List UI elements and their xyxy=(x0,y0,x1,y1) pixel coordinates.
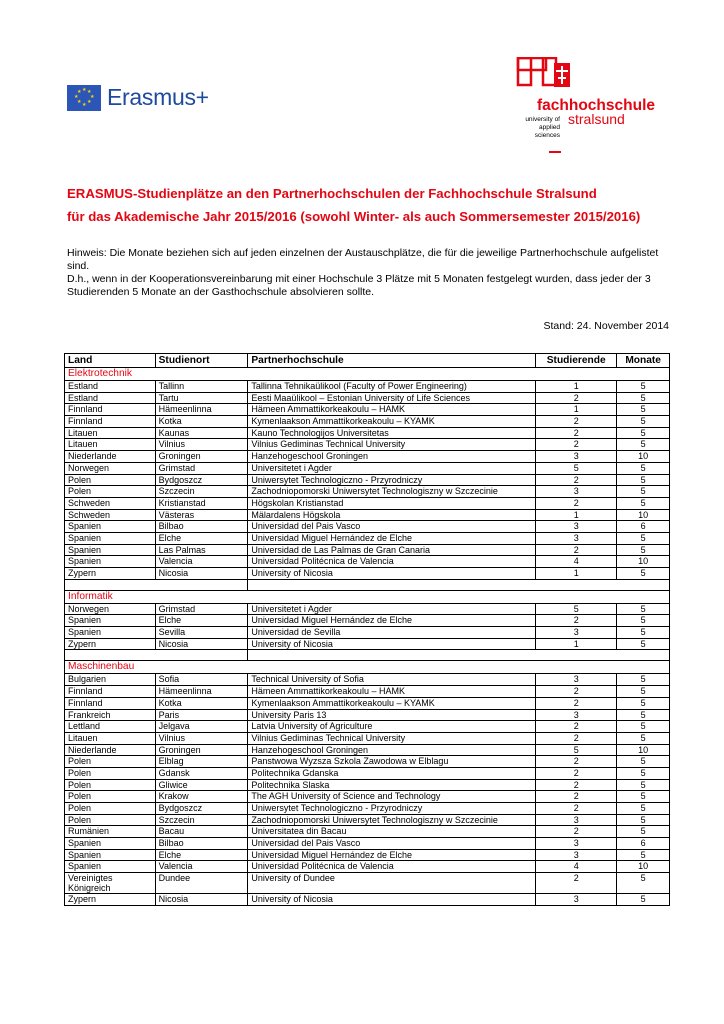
cell-studienort: Hämeenlinna xyxy=(155,404,248,416)
cell-monate: 5 xyxy=(617,532,670,544)
cell-land: Spanien xyxy=(65,615,156,627)
cell-studierende: 2 xyxy=(536,427,617,439)
cell-partnerhochschule: Politechnika Slaska xyxy=(248,779,536,791)
cell-monate: 5 xyxy=(617,873,670,894)
cell-studienort: Kristianstad xyxy=(155,497,248,509)
table-row xyxy=(65,756,670,768)
cell-monate: 5 xyxy=(617,439,670,451)
cell-studierende: 2 xyxy=(536,803,617,815)
cell-studienort: Bydgoszcz xyxy=(155,803,248,815)
cell-monate: 5 xyxy=(617,462,670,474)
cell-monate: 5 xyxy=(617,709,670,721)
date-stand: Stand: 24. November 2014 xyxy=(543,320,669,332)
cell-land: Estland xyxy=(65,381,156,393)
table-row xyxy=(65,638,670,650)
cell-partnerhochschule: Latvia University of Agriculture xyxy=(248,721,536,733)
cell-partnerhochschule: Politechnika Gdanska xyxy=(248,767,536,779)
cell-studienort: Szczecin xyxy=(155,486,248,498)
column-header-land: Land xyxy=(65,354,156,368)
cell-studienort: Grimstad xyxy=(155,462,248,474)
cell-land: Polen xyxy=(65,791,156,803)
cell-land: Niederlande xyxy=(65,744,156,756)
table-row xyxy=(65,686,670,698)
cell-studierende: 2 xyxy=(536,439,617,451)
cell-studienort: Nicosia xyxy=(155,568,248,580)
column-header-studierende: Studierende xyxy=(536,354,617,368)
cell-land: Bulgarien xyxy=(65,674,156,686)
table-row xyxy=(65,451,670,463)
cell-partnerhochschule: University of Nicosia xyxy=(248,568,536,580)
section-title: Informatik xyxy=(65,590,248,603)
fh-name: fachhochschule xyxy=(537,97,655,114)
cell-studierende: 1 xyxy=(536,509,617,521)
cell-studierende: 4 xyxy=(536,556,617,568)
cell-monate: 5 xyxy=(617,638,670,650)
cell-studienort: Nicosia xyxy=(155,638,248,650)
cell-partnerhochschule: The AGH University of Science and Technology xyxy=(248,791,536,803)
cell-partnerhochschule: University of Nicosia xyxy=(248,894,536,906)
cell-studierende: 2 xyxy=(536,615,617,627)
cell-studienort: Kotka xyxy=(155,416,248,428)
table-row xyxy=(65,732,670,744)
cell-partnerhochschule: Universitetet i Agder xyxy=(248,603,536,615)
table-row xyxy=(65,767,670,779)
cell-studierende: 2 xyxy=(536,544,617,556)
cell-studienort: Gdansk xyxy=(155,767,248,779)
cell-land: Litauen xyxy=(65,439,156,451)
cell-partnerhochschule: Hanzehogeschool Groningen xyxy=(248,451,536,463)
cell-partnerhochschule: Högskolan Kristianstad xyxy=(248,497,536,509)
cell-land: Spanien xyxy=(65,627,156,639)
cell-monate: 5 xyxy=(617,486,670,498)
table-row xyxy=(65,568,670,580)
spacer-row xyxy=(65,650,670,661)
table-row xyxy=(65,627,670,639)
cell-studienort: Hämeenlinna xyxy=(155,686,248,698)
cell-studienort: Gliwice xyxy=(155,779,248,791)
cell-partnerhochschule: Vilnius Gediminas Technical University xyxy=(248,439,536,451)
table-row xyxy=(65,392,670,404)
column-header-partnerhochschule: Partnerhochschule xyxy=(248,354,536,368)
cell-studierende: 1 xyxy=(536,381,617,393)
cell-studienort: Kotka xyxy=(155,697,248,709)
notice-paragraph: Hinweis: Die Monate beziehen sich auf jeden einzelnen der Austauschplätze, die für die jeweilige Partnerhochschule aufgelistet sind. xyxy=(67,247,659,272)
cell-studienort: Valencia xyxy=(155,556,248,568)
notice-paragraph: D.h., wenn in der Kooperationsvereinbarung mit einer Hochschule 3 Plätze mit 5 Monaten festgelegt wurden, dass jeder der 3 Studierenden 5 Monate an der Gasthochschule absolvieren sollte. xyxy=(67,273,651,298)
cell-studienort: Elche xyxy=(155,615,248,627)
page-subtitle: für das Akademische Jahr 2015/2016 (sowohl Winter- als auch Sommersemester 2015/2016) xyxy=(67,209,641,224)
cell-studierende: 3 xyxy=(536,894,617,906)
table-row xyxy=(65,509,670,521)
placements-table xyxy=(64,353,670,906)
cell-studierende: 3 xyxy=(536,486,617,498)
cell-land: Polen xyxy=(65,814,156,826)
section-title: Maschinenbau xyxy=(65,661,248,674)
cell-land: Lettland xyxy=(65,721,156,733)
cell-partnerhochschule: University Paris 13 xyxy=(248,709,536,721)
cell-monate: 10 xyxy=(617,861,670,873)
cell-partnerhochschule: Panstwowa Wyzsza Szkola Zawodowa w Elblagu xyxy=(248,756,536,768)
table-row xyxy=(65,697,670,709)
table-row xyxy=(65,474,670,486)
notice-text xyxy=(67,247,667,299)
cell-studienort: Groningen xyxy=(155,451,248,463)
cell-partnerhochschule: Kymenlaakson Ammattikorkeakoulu – KYAMK xyxy=(248,416,536,428)
cell-studierende: 2 xyxy=(536,721,617,733)
cell-studienort: Bydgoszcz xyxy=(155,474,248,486)
cell-monate: 5 xyxy=(617,803,670,815)
table-row xyxy=(65,462,670,474)
cell-partnerhochschule: Universidad Politécnica de Valencia xyxy=(248,861,536,873)
cell-land: Spanien xyxy=(65,838,156,850)
cell-studienort: Krakow xyxy=(155,791,248,803)
table-row xyxy=(65,439,670,451)
cell-land: Spanien xyxy=(65,532,156,544)
cell-monate: 5 xyxy=(617,697,670,709)
cell-studierende: 3 xyxy=(536,838,617,850)
cell-studienort: Elche xyxy=(155,849,248,861)
cell-monate: 5 xyxy=(617,615,670,627)
cell-studierende: 1 xyxy=(536,568,617,580)
cell-partnerhochschule: Universidad Miguel Hernández de Elche xyxy=(248,615,536,627)
cell-monate: 5 xyxy=(617,474,670,486)
cell-monate: 5 xyxy=(617,416,670,428)
cell-land: Polen xyxy=(65,779,156,791)
cell-land: Vereinigtes Königreich xyxy=(65,873,156,894)
cell-monate: 5 xyxy=(617,381,670,393)
cell-monate: 5 xyxy=(617,791,670,803)
cell-studienort: Tallinn xyxy=(155,381,248,393)
cell-partnerhochschule: Kauno Technologijos Universitetas xyxy=(248,427,536,439)
cell-partnerhochschule: Vilnius Gediminas Technical University xyxy=(248,732,536,744)
cell-land: Spanien xyxy=(65,849,156,861)
table-row xyxy=(65,521,670,533)
cell-studierende: 3 xyxy=(536,674,617,686)
cell-monate: 5 xyxy=(617,756,670,768)
cell-land: Niederlande xyxy=(65,451,156,463)
cell-studierende: 2 xyxy=(536,826,617,838)
cell-studierende: 2 xyxy=(536,767,617,779)
section-row xyxy=(65,661,670,674)
fh-emblem-icon xyxy=(516,57,576,97)
cell-partnerhochschule: Technical University of Sofia xyxy=(248,674,536,686)
cell-monate: 5 xyxy=(617,732,670,744)
cell-land: Finnland xyxy=(65,416,156,428)
fh-tagline xyxy=(518,116,560,140)
cell-monate: 6 xyxy=(617,521,670,533)
table-row xyxy=(65,826,670,838)
cell-partnerhochschule: Uniwersytet Technologiczno - Przyrodniczy xyxy=(248,474,536,486)
cell-land: Estland xyxy=(65,392,156,404)
cell-land: Rumänien xyxy=(65,826,156,838)
cell-studierende: 2 xyxy=(536,873,617,894)
cell-partnerhochschule: Universidad del Pais Vasco xyxy=(248,838,536,850)
cell-studienort: Dundee xyxy=(155,873,248,894)
cell-monate: 10 xyxy=(617,556,670,568)
table-row xyxy=(65,416,670,428)
cell-studienort: Paris xyxy=(155,709,248,721)
table-row xyxy=(65,427,670,439)
table-row xyxy=(65,861,670,873)
cell-studierende: 2 xyxy=(536,697,617,709)
cell-land: Schweden xyxy=(65,509,156,521)
cell-partnerhochschule: Universitatea din Bacau xyxy=(248,826,536,838)
cell-studienort: Grimstad xyxy=(155,603,248,615)
cell-land: Zypern xyxy=(65,638,156,650)
cell-land: Spanien xyxy=(65,861,156,873)
cell-studierende: 3 xyxy=(536,709,617,721)
cell-monate: 5 xyxy=(617,686,670,698)
fh-tagline-line: sciences xyxy=(534,132,560,139)
cell-studienort: Västeras xyxy=(155,509,248,521)
table-row xyxy=(65,544,670,556)
eu-flag-icon: ★ ★ ★ ★ ★ ★ ★ ★ xyxy=(67,85,101,111)
table-row xyxy=(65,486,670,498)
cell-studierende: 2 xyxy=(536,756,617,768)
cell-monate: 5 xyxy=(617,404,670,416)
cell-studierende: 3 xyxy=(536,451,617,463)
cell-studienort: Groningen xyxy=(155,744,248,756)
fh-tagline-line: applied xyxy=(539,124,560,131)
table-row xyxy=(65,404,670,416)
cell-studienort: Elblag xyxy=(155,756,248,768)
cell-studierende: 2 xyxy=(536,497,617,509)
cell-studienort: Sevilla xyxy=(155,627,248,639)
cell-studierende: 2 xyxy=(536,474,617,486)
cell-land: Polen xyxy=(65,756,156,768)
table-row xyxy=(65,873,670,894)
cell-studierende: 3 xyxy=(536,627,617,639)
cell-studierende: 3 xyxy=(536,532,617,544)
table-row xyxy=(65,709,670,721)
cell-land: Polen xyxy=(65,803,156,815)
cell-monate: 5 xyxy=(617,894,670,906)
cell-monate: 5 xyxy=(617,427,670,439)
cell-monate: 10 xyxy=(617,451,670,463)
cell-partnerhochschule: Kymenlaakson Ammattikorkeakoulu – KYAMK xyxy=(248,697,536,709)
cell-studierende: 5 xyxy=(536,462,617,474)
table-row xyxy=(65,814,670,826)
table-header-row xyxy=(65,354,670,368)
cell-land: Spanien xyxy=(65,556,156,568)
cell-monate: 5 xyxy=(617,721,670,733)
cell-studierende: 2 xyxy=(536,416,617,428)
cell-studienort: Vilnius xyxy=(155,439,248,451)
cell-land: Finnland xyxy=(65,404,156,416)
cell-studierende: 3 xyxy=(536,521,617,533)
table-row xyxy=(65,894,670,906)
cell-partnerhochschule: Zachodniopomorski Uniwersytet Technologiszny w Szczecinie xyxy=(248,814,536,826)
cell-studierende: 1 xyxy=(536,404,617,416)
cell-land: Norwegen xyxy=(65,603,156,615)
cell-studienort: Bilbao xyxy=(155,521,248,533)
table-row xyxy=(65,779,670,791)
fh-tagline-line: university of xyxy=(525,116,560,123)
cell-partnerhochschule: Universidad Miguel Hernández de Elche xyxy=(248,532,536,544)
cell-studierende: 2 xyxy=(536,686,617,698)
cell-studierende: 4 xyxy=(536,861,617,873)
table-row xyxy=(65,849,670,861)
cell-studienort: Nicosia xyxy=(155,894,248,906)
cell-land: Litauen xyxy=(65,427,156,439)
cell-monate: 5 xyxy=(617,779,670,791)
table-row xyxy=(65,556,670,568)
cell-monate: 10 xyxy=(617,509,670,521)
cell-partnerhochschule: Universidad del Pais Vasco xyxy=(248,521,536,533)
cell-land: Polen xyxy=(65,767,156,779)
cell-studierende: 1 xyxy=(536,638,617,650)
cell-partnerhochschule: Eesti Maaülikool – Estonian University of Life Sciences xyxy=(248,392,536,404)
table-row xyxy=(65,838,670,850)
section-row xyxy=(65,368,670,381)
cell-land: Norwegen xyxy=(65,462,156,474)
cell-land: Spanien xyxy=(65,521,156,533)
cell-monate: 6 xyxy=(617,838,670,850)
cell-partnerhochschule: Hämeen Ammattikorkeakoulu – HAMK xyxy=(248,404,536,416)
cell-studienort: Elche xyxy=(155,532,248,544)
erasmus-logo-text: Erasmus+ xyxy=(107,84,209,110)
cell-partnerhochschule: Universitetet i Agder xyxy=(248,462,536,474)
cell-monate: 5 xyxy=(617,849,670,861)
table-row xyxy=(65,381,670,393)
section-title: Elektrotechnik xyxy=(65,368,248,381)
cell-studierende: 3 xyxy=(536,814,617,826)
cell-studienort: Valencia xyxy=(155,861,248,873)
table-row xyxy=(65,791,670,803)
cell-studienort: Sofia xyxy=(155,674,248,686)
cell-monate: 5 xyxy=(617,544,670,556)
cell-studierende: 2 xyxy=(536,791,617,803)
cell-land: Zypern xyxy=(65,894,156,906)
cell-monate: 5 xyxy=(617,674,670,686)
cell-partnerhochschule: Zachodniopomorski Uniwersytet Technologiszny w Szczecinie xyxy=(248,486,536,498)
cell-monate: 10 xyxy=(617,744,670,756)
table-row xyxy=(65,803,670,815)
cell-partnerhochschule: Universidad Miguel Hernández de Elche xyxy=(248,849,536,861)
cell-studienort: Bacau xyxy=(155,826,248,838)
cell-partnerhochschule: Tallinna Tehnikaülikool (Faculty of Power Engineering) xyxy=(248,381,536,393)
table-row xyxy=(65,674,670,686)
cell-studierende: 5 xyxy=(536,603,617,615)
table-row xyxy=(65,744,670,756)
table-row xyxy=(65,615,670,627)
spacer-row xyxy=(65,579,670,590)
table-row xyxy=(65,532,670,544)
fh-town: stralsund xyxy=(568,111,625,127)
cell-monate: 5 xyxy=(617,603,670,615)
cell-partnerhochschule: Universidad de Las Palmas de Gran Canaria xyxy=(248,544,536,556)
cell-partnerhochschule: Universidad de Sevilla xyxy=(248,627,536,639)
page-title: ERASMUS-Studienplätze an den Partnerhochschulen der Fachhochschule Stralsund xyxy=(67,186,597,201)
cell-partnerhochschule: Hämeen Ammattikorkeakoulu – HAMK xyxy=(248,686,536,698)
cell-partnerhochschule: Mälardalens Högskola xyxy=(248,509,536,521)
cell-monate: 5 xyxy=(617,826,670,838)
cell-partnerhochschule: University of Nicosia xyxy=(248,638,536,650)
cell-studierende: 2 xyxy=(536,392,617,404)
cell-partnerhochschule: Universidad Politécnica de Valencia xyxy=(248,556,536,568)
cell-studienort: Vilnius xyxy=(155,732,248,744)
cell-monate: 5 xyxy=(617,568,670,580)
cell-monate: 5 xyxy=(617,497,670,509)
cell-land: Polen xyxy=(65,486,156,498)
cell-partnerhochschule: Hanzehogeschool Groningen xyxy=(248,744,536,756)
cell-studierende: 3 xyxy=(536,849,617,861)
cell-studienort: Las Palmas xyxy=(155,544,248,556)
table-row xyxy=(65,721,670,733)
table-row xyxy=(65,497,670,509)
cell-partnerhochschule: University of Dundee xyxy=(248,873,536,894)
table-body xyxy=(65,368,670,906)
cell-land: Frankreich xyxy=(65,709,156,721)
cell-land: Spanien xyxy=(65,544,156,556)
column-header-studienort: Studienort xyxy=(155,354,248,368)
cell-monate: 5 xyxy=(617,767,670,779)
cell-studienort: Kaunas xyxy=(155,427,248,439)
cell-land: Polen xyxy=(65,474,156,486)
cell-studierende: 2 xyxy=(536,779,617,791)
cell-studienort: Bilbao xyxy=(155,838,248,850)
fh-red-dash xyxy=(549,151,561,153)
cell-studienort: Jelgava xyxy=(155,721,248,733)
table-row xyxy=(65,603,670,615)
column-header-monate: Monate xyxy=(617,354,670,368)
cell-land: Finnland xyxy=(65,686,156,698)
cell-studierende: 5 xyxy=(536,744,617,756)
cell-monate: 5 xyxy=(617,392,670,404)
cell-land: Zypern xyxy=(65,568,156,580)
cell-land: Schweden xyxy=(65,497,156,509)
cell-monate: 5 xyxy=(617,814,670,826)
cell-studienort: Tartu xyxy=(155,392,248,404)
cell-land: Finnland xyxy=(65,697,156,709)
cell-studierende: 2 xyxy=(536,732,617,744)
cell-partnerhochschule: Uniwersytet Technologiczno - Przyrodniczy xyxy=(248,803,536,815)
erasmus-plus-logo xyxy=(67,84,209,111)
cell-monate: 5 xyxy=(617,627,670,639)
cell-land: Litauen xyxy=(65,732,156,744)
cell-studienort: Szczecin xyxy=(155,814,248,826)
section-row xyxy=(65,590,670,603)
